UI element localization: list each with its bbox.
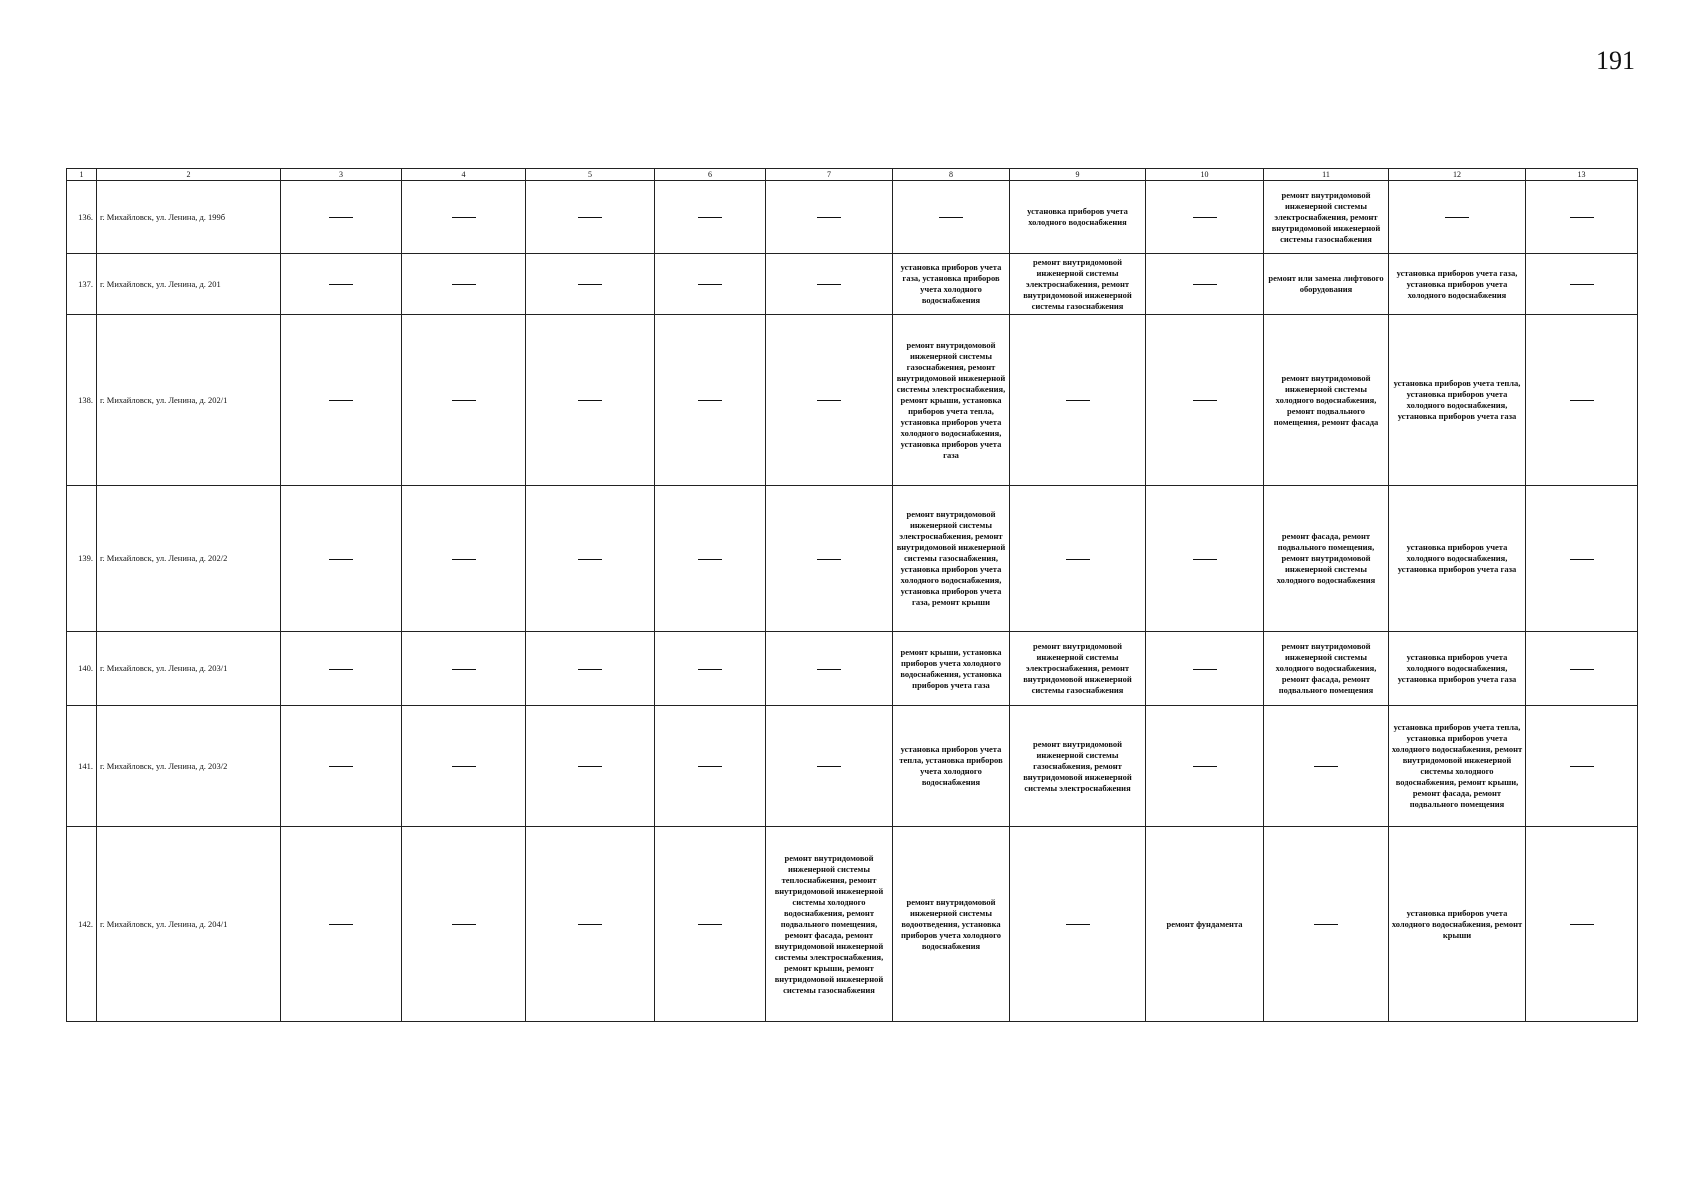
dash-mark: [698, 284, 722, 285]
empty-cell: [281, 632, 402, 706]
dash-mark: [329, 284, 353, 285]
empty-cell: [766, 706, 893, 827]
work-cell: ремонт внутридомовой инженерной системы холодного водоснабжения, ремонт фасада, ремонт подвального помещения: [1264, 632, 1389, 706]
work-cell: установка приборов учета газа, установка приборов учета холодного водоснабжения: [893, 254, 1010, 315]
dash-mark: [452, 766, 476, 767]
empty-cell: [1010, 486, 1146, 632]
dash-mark: [1193, 559, 1217, 560]
empty-cell: [526, 706, 655, 827]
dash-mark: [1193, 400, 1217, 401]
table-row: [67, 315, 1638, 486]
dash-mark: [1314, 924, 1338, 925]
dash-mark: [1570, 400, 1594, 401]
dash-mark: [452, 559, 476, 560]
address-cell: г. Михайловск, ул. Ленина, д. 199б: [97, 181, 281, 254]
work-cell: установка приборов учета тепла, установка приборов учета холодного водоснабжения, ремонт внутридомовой инженерной системы холодного водоснабжения, ремонт крыши, ремонт фасада, ремонт подвального помещения: [1389, 706, 1526, 827]
work-cell: ремонт крыши, установка приборов учета холодного водоснабжения, установка приборов учета газа: [893, 632, 1010, 706]
empty-cell: [281, 254, 402, 315]
dash-mark: [698, 766, 722, 767]
work-cell: установка приборов учета холодного водоснабжения, установка приборов учета газа: [1389, 486, 1526, 632]
table-row: [67, 486, 1638, 632]
column-number-row: [67, 169, 1638, 181]
empty-cell: [402, 486, 526, 632]
empty-cell: [402, 827, 526, 1022]
work-cell: ремонт фасада, ремонт подвального помещения, ремонт внутридомовой инженерной системы холодного водоснабжения: [1264, 486, 1389, 632]
row-number: 136.: [67, 181, 97, 254]
row-number: 137.: [67, 254, 97, 315]
work-cell: ремонт внутридомовой инженерной системы газоснабжения, ремонт внутридомовой инженерной системы электроснабжения, ремонт крыши, установка приборов учета тепла, установка приборов учета холодного водоснабжения, установка приборов учета газа: [893, 315, 1010, 486]
work-cell: установка приборов учета тепла, установка приборов учета холодного водоснабжения, установка приборов учета газа: [1389, 315, 1526, 486]
empty-cell: [1146, 254, 1264, 315]
empty-cell: [1526, 706, 1638, 827]
empty-cell: [655, 706, 766, 827]
work-cell: ремонт внутридомовой инженерной системы электроснабжения, ремонт внутридомовой инженерной системы газоснабжения, установка приборов учета холодного водоснабжения, установка приборов учета газа, ремонт крыши: [893, 486, 1010, 632]
empty-cell: [1526, 181, 1638, 254]
empty-cell: [281, 181, 402, 254]
dash-mark: [1066, 400, 1090, 401]
empty-cell: [1010, 315, 1146, 486]
column-header: 12: [1389, 169, 1526, 181]
work-cell: установка приборов учета газа, установка приборов учета холодного водоснабжения: [1389, 254, 1526, 315]
work-cell: ремонт внутридомовой инженерной системы газоснабжения, ремонт внутридомовой инженерной системы электроснабжения: [1010, 706, 1146, 827]
dash-mark: [1570, 669, 1594, 670]
dash-mark: [1570, 284, 1594, 285]
column-header: 5: [526, 169, 655, 181]
empty-cell: [1146, 315, 1264, 486]
page-number: 191: [1596, 46, 1635, 75]
dash-mark: [452, 284, 476, 285]
empty-cell: [1264, 827, 1389, 1022]
dash-mark: [1314, 766, 1338, 767]
table-body: [67, 181, 1638, 1022]
dash-mark: [578, 217, 602, 218]
dash-mark: [939, 217, 963, 218]
empty-cell: [766, 181, 893, 254]
empty-cell: [1146, 486, 1264, 632]
table-row: [67, 181, 1638, 254]
empty-cell: [655, 181, 766, 254]
empty-cell: [766, 632, 893, 706]
empty-cell: [1389, 181, 1526, 254]
column-header: 8: [893, 169, 1010, 181]
empty-cell: [402, 632, 526, 706]
empty-cell: [1526, 632, 1638, 706]
address-cell: г. Михайловск, ул. Ленина, д. 201: [97, 254, 281, 315]
empty-cell: [402, 315, 526, 486]
empty-cell: [893, 181, 1010, 254]
work-cell: ремонт внутридомовой инженерной системы холодного водоснабжения, ремонт подвального помещения, ремонт фасада: [1264, 315, 1389, 486]
empty-cell: [281, 706, 402, 827]
work-cell: установка приборов учета холодного водоснабжения, установка приборов учета газа: [1389, 632, 1526, 706]
dash-mark: [1570, 217, 1594, 218]
row-number: 141.: [67, 706, 97, 827]
row-number: 139.: [67, 486, 97, 632]
table-row: [67, 632, 1638, 706]
dash-mark: [329, 766, 353, 767]
address-cell: г. Михайловск, ул. Ленина, д. 204/1: [97, 827, 281, 1022]
empty-cell: [526, 827, 655, 1022]
repair-schedule-table: [66, 168, 1638, 1022]
work-cell: ремонт внутридомовой инженерной системы электроснабжения, ремонт внутридомовой инженерной системы газоснабжения: [1010, 254, 1146, 315]
empty-cell: [1010, 827, 1146, 1022]
dash-mark: [817, 217, 841, 218]
empty-cell: [1264, 706, 1389, 827]
dash-mark: [329, 217, 353, 218]
empty-cell: [655, 254, 766, 315]
empty-cell: [655, 315, 766, 486]
column-header: 7: [766, 169, 893, 181]
work-cell: ремонт или замена лифтового оборудования: [1264, 254, 1389, 315]
table-row: [67, 254, 1638, 315]
dash-mark: [817, 766, 841, 767]
table-row: [67, 827, 1638, 1022]
work-cell: ремонт внутридомовой инженерной системы электроснабжения, ремонт внутридомовой инженерной системы газоснабжения: [1010, 632, 1146, 706]
empty-cell: [526, 181, 655, 254]
table-row: [67, 706, 1638, 827]
dash-mark: [1193, 217, 1217, 218]
empty-cell: [1146, 632, 1264, 706]
column-header: 4: [402, 169, 526, 181]
dash-mark: [1193, 284, 1217, 285]
work-cell: ремонт внутридомовой инженерной системы теплоснабжения, ремонт внутридомовой инженерной системы холодного водоснабжения, ремонт подвального помещения, ремонт фасада, ремонт внутридомовой инженерной системы электроснабжения, ремонт крыши, ремонт внутридомовой инженерной системы газоснабжения: [766, 827, 893, 1022]
dash-mark: [578, 284, 602, 285]
empty-cell: [402, 254, 526, 315]
dash-mark: [817, 559, 841, 560]
work-cell: установка приборов учета холодного водоснабжения, ремонт крыши: [1389, 827, 1526, 1022]
work-cell: установка приборов учета холодного водоснабжения: [1010, 181, 1146, 254]
empty-cell: [655, 632, 766, 706]
dash-mark: [578, 766, 602, 767]
empty-cell: [766, 254, 893, 315]
dash-mark: [329, 400, 353, 401]
dash-mark: [1193, 669, 1217, 670]
dash-mark: [1570, 559, 1594, 560]
column-header: 6: [655, 169, 766, 181]
dash-mark: [578, 559, 602, 560]
empty-cell: [1146, 706, 1264, 827]
column-header: 3: [281, 169, 402, 181]
empty-cell: [1526, 254, 1638, 315]
dash-mark: [578, 669, 602, 670]
row-number: 142.: [67, 827, 97, 1022]
dash-mark: [817, 669, 841, 670]
empty-cell: [281, 486, 402, 632]
work-cell: установка приборов учета тепла, установка приборов учета холодного водоснабжения: [893, 706, 1010, 827]
empty-cell: [526, 486, 655, 632]
dash-mark: [1570, 766, 1594, 767]
address-cell: г. Михайловск, ул. Ленина, д. 202/2: [97, 486, 281, 632]
empty-cell: [1526, 315, 1638, 486]
dash-mark: [698, 217, 722, 218]
empty-cell: [655, 827, 766, 1022]
empty-cell: [526, 315, 655, 486]
work-cell: ремонт внутридомовой инженерной системы водоотведения, установка приборов учета холодного водоснабжения: [893, 827, 1010, 1022]
empty-cell: [1146, 181, 1264, 254]
empty-cell: [281, 315, 402, 486]
dash-mark: [1066, 924, 1090, 925]
empty-cell: [281, 827, 402, 1022]
dash-mark: [452, 400, 476, 401]
empty-cell: [526, 254, 655, 315]
empty-cell: [655, 486, 766, 632]
column-header: 2: [97, 169, 281, 181]
empty-cell: [526, 632, 655, 706]
dash-mark: [329, 669, 353, 670]
empty-cell: [1526, 486, 1638, 632]
dash-mark: [817, 284, 841, 285]
row-number: 138.: [67, 315, 97, 486]
column-header: 11: [1264, 169, 1389, 181]
row-number: 140.: [67, 632, 97, 706]
dash-mark: [452, 924, 476, 925]
empty-cell: [1526, 827, 1638, 1022]
dash-mark: [698, 924, 722, 925]
dash-mark: [817, 400, 841, 401]
address-cell: г. Михайловск, ул. Ленина, д. 203/2: [97, 706, 281, 827]
column-header: 10: [1146, 169, 1264, 181]
column-header: 9: [1010, 169, 1146, 181]
dash-mark: [1570, 924, 1594, 925]
dash-mark: [452, 217, 476, 218]
address-cell: г. Михайловск, ул. Ленина, д. 202/1: [97, 315, 281, 486]
address-cell: г. Михайловск, ул. Ленина, д. 203/1: [97, 632, 281, 706]
empty-cell: [402, 181, 526, 254]
empty-cell: [766, 486, 893, 632]
work-cell: ремонт внутридомовой инженерной системы электроснабжения, ремонт внутридомовой инженерной системы газоснабжения: [1264, 181, 1389, 254]
dash-mark: [329, 924, 353, 925]
column-header: 1: [67, 169, 97, 181]
dash-mark: [1445, 217, 1469, 218]
dash-mark: [452, 669, 476, 670]
dash-mark: [1066, 559, 1090, 560]
dash-mark: [578, 924, 602, 925]
dash-mark: [329, 559, 353, 560]
dash-mark: [698, 559, 722, 560]
dash-mark: [1193, 766, 1217, 767]
empty-cell: [402, 706, 526, 827]
work-cell: ремонт фундамента: [1146, 827, 1264, 1022]
dash-mark: [698, 400, 722, 401]
dash-mark: [698, 669, 722, 670]
empty-cell: [766, 315, 893, 486]
column-header: 13: [1526, 169, 1638, 181]
dash-mark: [578, 400, 602, 401]
